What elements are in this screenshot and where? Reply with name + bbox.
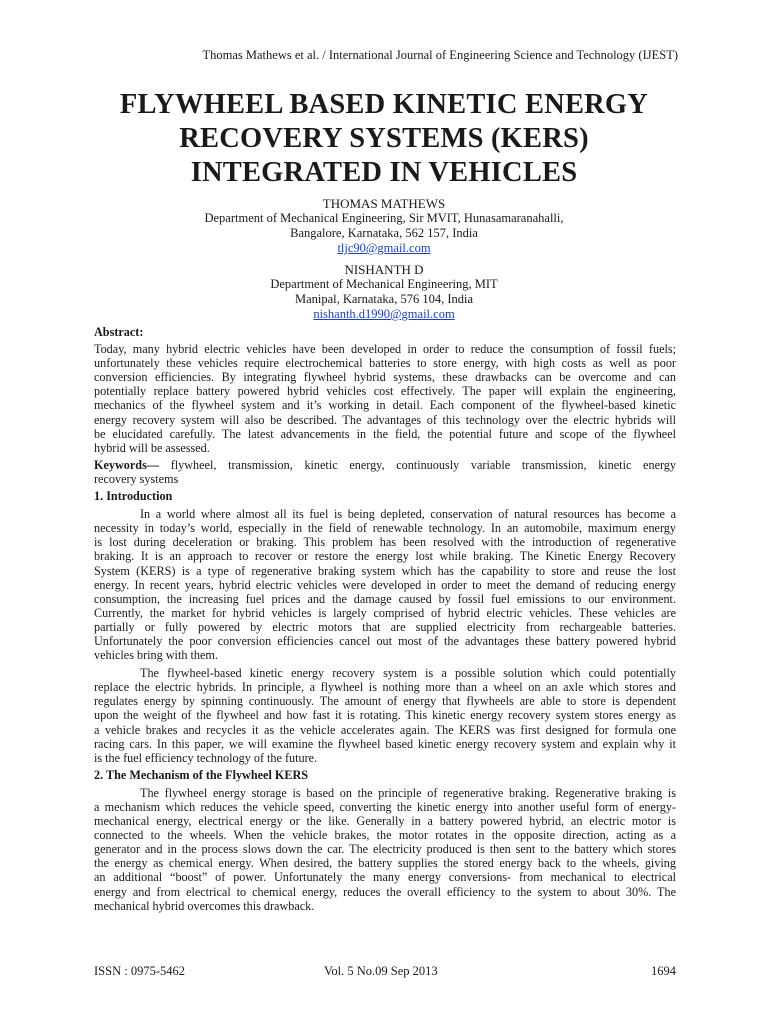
paragraph-line: racing cars. In this paper, we will examine the flywheel based kinetic energy recovery system and explain why it bbox=[94, 736, 676, 751]
paragraph-line: energy. In recent years, hybrid electric vehicles were developed in order to meet the demand of reducing energy bbox=[94, 577, 676, 592]
paragraph-line: mechanical hybrid overcomes this drawback. bbox=[94, 898, 315, 913]
paragraph-line: The flywheel energy storage is based on the principle of regenerative braking. Regenerative braking is bbox=[140, 785, 676, 800]
running-header: Thomas Mathews et al. / International Journal of Engineering Science and Technology (IJEST) bbox=[202, 48, 678, 62]
paragraph-line: generator and in the process slows down the car. The electricity produced is then sent to the battery which stores bbox=[94, 842, 676, 857]
paragraph-line: an additional “boost” of power. Unfortunately the many energy conversions- from mechanical to electrical bbox=[94, 870, 676, 885]
mechanism-paragraph-1 bbox=[94, 786, 676, 913]
abstract-line: hybrid will be assessed. bbox=[94, 440, 210, 455]
title-line: RECOVERY SYSTEMS (KERS) bbox=[179, 123, 589, 154]
paragraph-line: Unfortunately the poor conversion efficiencies cancel out most of the advantages these battery powered hybrid bbox=[94, 633, 676, 648]
paragraph-line: upon the weight of the flywheel and how fast it is rotating. This kinetic energy recovery system stores energy as bbox=[94, 708, 676, 723]
abstract-line: Today, many hybrid electric vehicles have been developed in order to reduce the consumption of fossil fuels; bbox=[94, 342, 676, 357]
author-affiliation: Department of Mechanical Engineering, Sir MVIT, Hunasamaranahalli, bbox=[204, 211, 564, 225]
keywords-label: Keywords— bbox=[94, 457, 159, 472]
section-heading-introduction: 1. Introduction bbox=[94, 489, 173, 504]
footer-volume: Vol. 5 No.09 Sep 2013 bbox=[324, 964, 438, 978]
paragraph-line: connected to the wheels. When the vehicle brakes, the motor rotates in the opposite direction, acting as a bbox=[94, 828, 676, 843]
author-name: THOMAS MATHEWS bbox=[322, 196, 446, 211]
keywords-line: recovery systems bbox=[94, 471, 179, 486]
paper-title bbox=[60, 88, 708, 190]
author-affiliation: Department of Mechanical Engineering, MIT bbox=[270, 277, 498, 291]
footer-issn: ISSN : 0975-5462 bbox=[94, 964, 185, 978]
paragraph-line: energy and from electrical to chemical energy, reduces the overall efficiency to the system to about 30%. The bbox=[94, 884, 676, 899]
paragraph-line: Currently, the market for hybrid vehicles is largely comprised of hybrid electric vehicles. These vehicles are bbox=[94, 605, 676, 620]
intro-paragraph-2 bbox=[94, 666, 676, 765]
keywords-line bbox=[94, 458, 676, 472]
abstract-line: mechanics of the flywheel system and it’s working in detail. Each component of the flywheel-based kinetic bbox=[94, 398, 676, 413]
paragraph-line: System (KERS) is a type of regenerative braking system which has the capability to store and reuse the lost bbox=[94, 563, 676, 578]
author-block-2 bbox=[60, 262, 708, 322]
title-line: FLYWHEEL BASED KINETIC ENERGY bbox=[119, 89, 649, 120]
abstract-line: be elucidated carefully. The latest advancements in the field, the potential future and scope of the flywheel bbox=[94, 426, 676, 441]
paragraph-line: mechanical energy, electrical energy or the like. Generally in a battery powered hybrid, an electric motor is bbox=[94, 814, 676, 829]
footer-page-number: 1694 bbox=[651, 964, 676, 978]
paragraph-line: partially or fully powered by electric motors that are supplied electricity from rechargeable batteries. bbox=[94, 619, 676, 634]
paragraph-line: the energy as chemical energy. When desired, the battery supplies the stored energy back to the wheels, giving bbox=[94, 856, 676, 871]
paragraph-line: necessity in today’s world, especially in the field of renewable technology. In an automobile, maximum energy bbox=[94, 521, 676, 536]
paragraph-line: braking. It is an approach to recover or restore the energy lost while braking. The Kinetic Energy Recovery bbox=[94, 549, 676, 564]
paragraph-line: a mechanism which reduces the vehicle speed, converting the kinetic energy into another useful form of energy- bbox=[94, 800, 676, 814]
author-name: NISHANTH D bbox=[344, 262, 424, 277]
author-email-link[interactable]: nishanth.d1990@gmail.com bbox=[313, 307, 455, 321]
abstract-line: energy recovery system will also be described. The advantages of this technology over the electric hybrids will bbox=[94, 412, 676, 427]
author-block-1 bbox=[60, 196, 708, 256]
paragraph-line: is lost during deceleration or braking. This problem has been resolved with the introduction of regenerative bbox=[94, 535, 676, 550]
paragraph-line: is the fuel efficiency technology of the future. bbox=[94, 750, 318, 765]
title-line: INTEGRATED IN VEHICLES bbox=[190, 157, 578, 188]
paragraph-line: The flywheel-based kinetic energy recovery system is a possible solution which could potentially bbox=[140, 666, 676, 681]
abstract-line: potentially replace battery powered hybrid vehicles cost effectively. The paper will explain the engineering, bbox=[94, 384, 676, 399]
paragraph-line: replace the electric hybrids. In principle, a flywheel is nothing more than a wheel on an axle which stores and bbox=[94, 680, 676, 695]
abstract-line: unfortunately these vehicles require electrochemical batteries to store energy, with high costs as well as poor bbox=[94, 356, 676, 371]
paragraph-line: In a world where almost all its fuel is being depleted, conservation of natural resources has become a bbox=[140, 507, 676, 522]
abstract-section bbox=[94, 325, 676, 913]
paragraph-line: regulates energy by spinning continuously. The amount of energy that flywheels are able to store is dependent bbox=[94, 694, 676, 709]
paragraph-line: vehicles bring with them. bbox=[94, 648, 218, 663]
author-affiliation: Manipal, Karnataka, 576 104, India bbox=[294, 292, 474, 306]
author-email-link[interactable]: tljc90@gmail.com bbox=[337, 241, 431, 255]
author-affiliation: Bangalore, Karnataka, 562 157, India bbox=[290, 226, 478, 240]
paragraph-line: a vehicle brakes and recycles it as the vehicle accelerates again. The KERS was first designed for formula one bbox=[94, 722, 676, 737]
keywords bbox=[94, 458, 676, 486]
keywords-text: flywheel, transmission, kinetic energy, continuously variable transmission, kinetic energy bbox=[170, 457, 676, 472]
abstract-heading: Abstract: bbox=[94, 325, 144, 339]
abstract-body bbox=[94, 342, 676, 455]
intro-paragraph-1 bbox=[94, 507, 676, 662]
paragraph-line: consumption, the increasing fuel prices and the damage caused by fossil fuel emissions to our environment. bbox=[94, 591, 676, 606]
abstract-line: conversion efficiencies. By integrating flywheel hybrid systems, these drawbacks can be overcome and can bbox=[94, 370, 676, 385]
section-heading-mechanism: 2. The Mechanism of the Flywheel KERS bbox=[94, 767, 309, 782]
